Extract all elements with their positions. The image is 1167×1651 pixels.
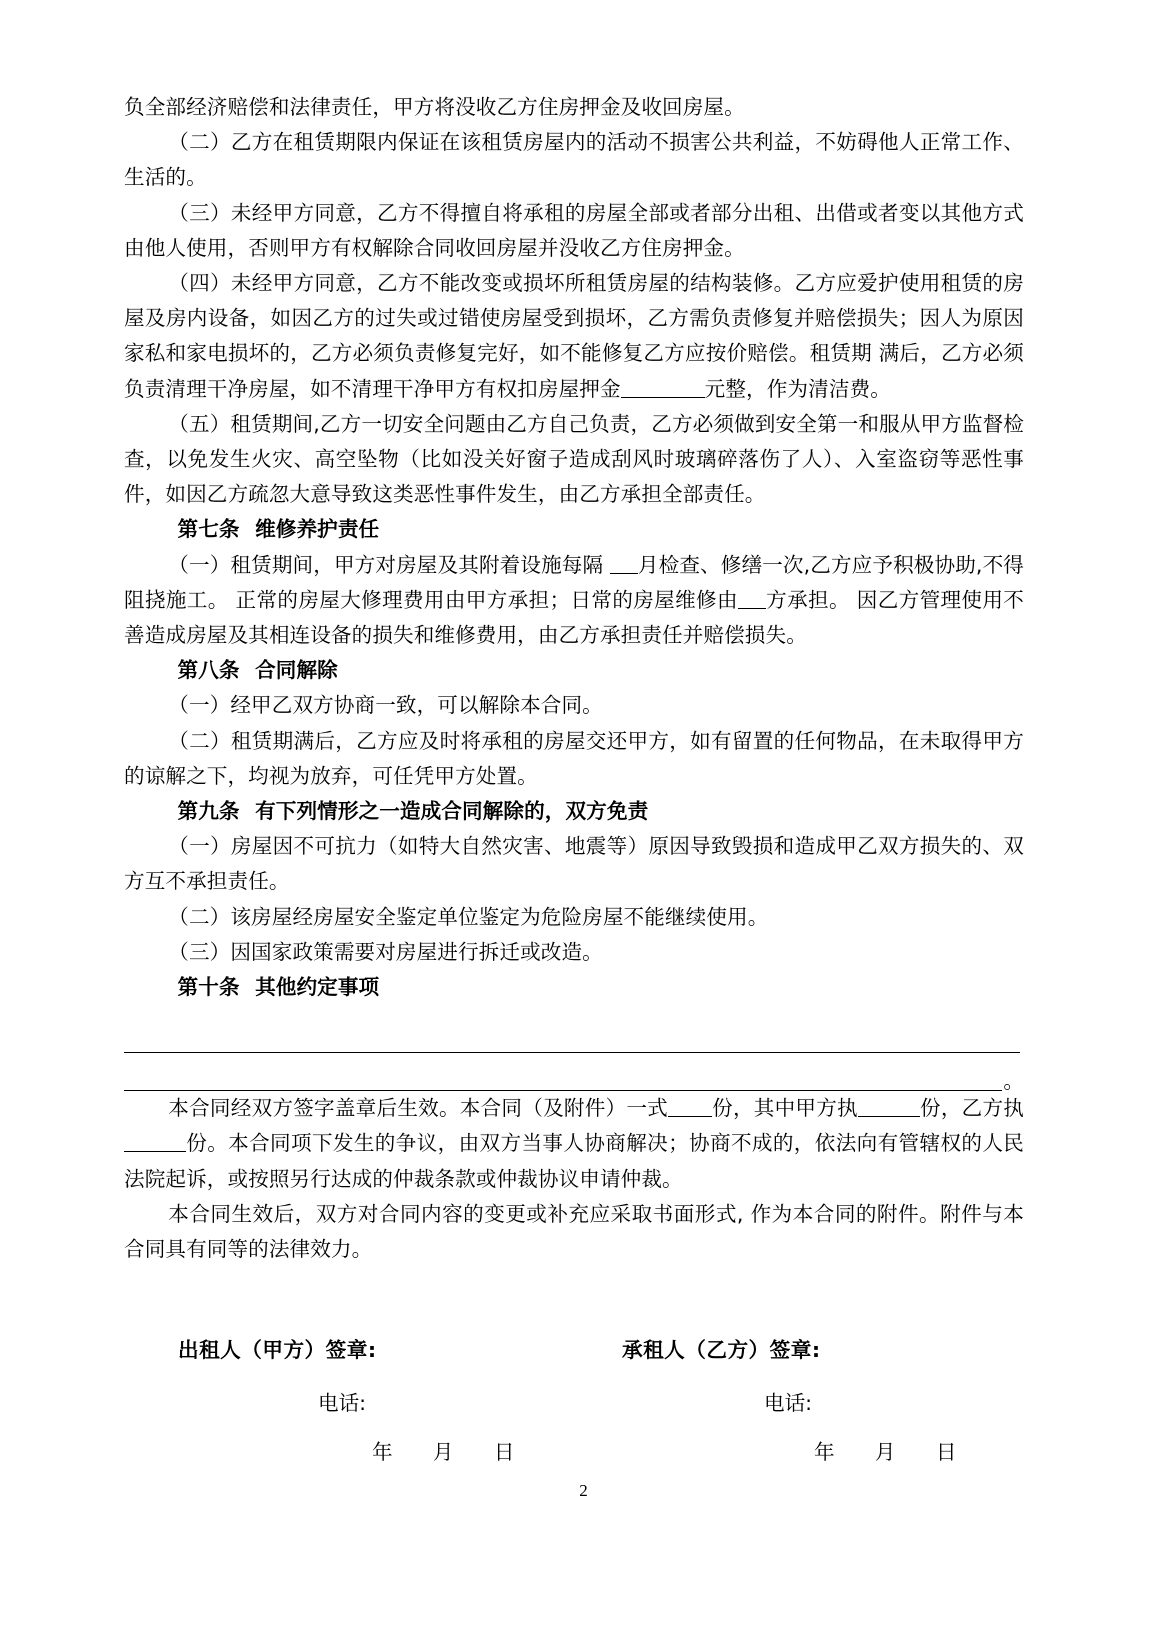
paragraph-continued-deposit: 负全部经济赔偿和法律责任，甲方将没收乙方住房押金及收回房屋。 <box>124 95 745 119</box>
lessor-date-day: 日 <box>493 1440 515 1465</box>
deposit-cleaning-fee-blank[interactable] <box>621 375 705 398</box>
total-copies-blank[interactable] <box>668 1095 712 1118</box>
document-body <box>124 90 1024 1470</box>
clause-4-text-after: 元整，作为清洁费。 <box>704 376 891 401</box>
paragraph-article-8-item-2: （二）租赁期满后，乙方应及时将承租的房屋交还甲方，如有留置的任何物品，在未取得甲方的谅解之下，均视为放弃，可任凭甲方处置。 <box>124 728 1024 788</box>
article-10-title: 其他约定事项 <box>255 975 380 1000</box>
lessee-date-column <box>574 1435 1024 1470</box>
paragraph-article-8-item-1: （一）经甲乙双方协商一致，可以解除本合同。 <box>168 693 603 718</box>
paragraph-closing-amendments: 本合同生效后，双方对合同内容的变更或补充应采取书面形式, 作为本合同的附件。附件与本合同具有同等的法律效力。 <box>124 1201 1024 1262</box>
article-8-title: 合同解除 <box>255 658 338 683</box>
paragraph-article-9-item-2: （二）该房屋经房屋安全鉴定单位鉴定为危险房屋不能继续使用。 <box>168 904 769 929</box>
other-terms-write-in-area[interactable] <box>124 1015 1024 1094</box>
paragraph-clause-3: （三）未经甲方同意，乙方不得擅自将承租的房屋全部或者部分出租、出借或者变以其他方式由他人使用，否则甲方有权解除合同收回房屋并没收乙方住房押金。 <box>124 200 1024 260</box>
article-7-number: 第七条 <box>177 517 240 542</box>
signature-block <box>124 1333 1024 1470</box>
lessor-signature-column <box>124 1333 574 1368</box>
lessee-signature-column <box>574 1333 1024 1368</box>
article-10-number: 第十条 <box>177 975 240 1000</box>
lessee-telephone-label: 电话: <box>764 1391 813 1416</box>
lessor-date-year: 年 <box>372 1440 393 1465</box>
article-8-heading <box>124 653 1024 688</box>
lessee-signature-label: 承租人（乙方）签章: <box>622 1338 821 1363</box>
article-9-title: 有下列情形之一造成合同解除的，双方免责 <box>255 799 649 824</box>
lessee-date-line <box>814 1440 957 1464</box>
page-number: 2 <box>579 1481 588 1500</box>
paragraph-article-9-item-3: （三）因国家政策需要对房屋进行拆迁或改造。 <box>168 939 603 964</box>
closing-part3: 份，乙方执 <box>919 1096 1024 1121</box>
lessor-date-column <box>124 1435 574 1470</box>
paragraph-clause-4 <box>124 266 1024 407</box>
lessor-copies-blank[interactable] <box>858 1095 920 1118</box>
lessee-date-month: 月 <box>874 1440 896 1465</box>
lessee-date-day: 日 <box>935 1440 957 1465</box>
clause-4-text-before: （四）未经甲方同意，乙方不能改变或损坏所租赁房屋的结构装修。乙方应爱护使用租赁的房屋及房内设备，如因乙方的过失或过错使房屋受到损坏，乙方需负责修复并赔偿损失；因人为原因家私和家电损坏的，乙方必须负责修复完好，如不能修复乙方应按价赔偿。租赁期 满后，乙方必须负责清理干净房屋，如不清理干净甲方有权扣房屋押金 <box>124 271 1024 401</box>
lessor-telephone-column <box>124 1386 574 1421</box>
article-9-number: 第九条 <box>177 799 240 824</box>
inspection-interval-months-blank[interactable] <box>610 551 638 574</box>
other-terms-blank-line-2[interactable] <box>124 1053 1002 1091</box>
paragraph-article-9-item-1: （一）房屋因不可抗力（如特大自然灾害、地震等）原因导致毁损和造成甲乙双方损失的、双方互不承担责任。 <box>124 834 1024 894</box>
article-7-title: 维修养护责任 <box>255 517 380 542</box>
lessor-telephone-label: 电话: <box>318 1391 367 1416</box>
closing-part2: 份，其中甲方执 <box>712 1096 858 1121</box>
daily-maintenance-party-blank[interactable] <box>738 586 766 609</box>
article-7-heading <box>124 512 1024 547</box>
article-8-number: 第八条 <box>177 658 240 683</box>
lessee-copies-blank[interactable] <box>124 1130 186 1153</box>
lessor-date-line <box>372 1440 515 1464</box>
signature-names-row <box>124 1333 1024 1368</box>
paragraph-clause-2: （二）乙方在租赁期限内保证在该租赁房屋内的活动不损害公共利益，不妨碍他人正常工作、生活的。 <box>124 130 1024 190</box>
lessee-telephone-column <box>574 1386 1024 1421</box>
article-7-item1-part3: 方承担。 因乙方管理使用不善造成房屋及其相连设备的损失和维修费用，由乙方承担责任并赔偿损失。 <box>124 587 1024 648</box>
lessor-signature-label: 出租人（甲方）签章: <box>178 1338 377 1363</box>
closing-part4: 份。本合同项下发生的争议，由双方当事人协商解决；协商不成的，依法向有管辖权的人民法院起诉，或按照另行达成的仲裁条款或仲裁协议申请仲裁。 <box>124 1131 1024 1191</box>
telephone-row <box>124 1386 1024 1421</box>
other-terms-blank-line-2-row <box>124 1053 1024 1094</box>
paragraph-article-7-item-1 <box>124 548 1024 654</box>
other-terms-end-punctuation: 。 <box>1003 1069 1024 1094</box>
article-9-heading <box>124 794 1024 829</box>
lessee-date-year: 年 <box>814 1440 835 1465</box>
other-terms-blank-line-1[interactable] <box>124 1015 1020 1053</box>
article-7-item1-part1: （一）租赁期间，甲方对房屋及其附着设施每隔 <box>168 552 610 577</box>
closing-part1: 本合同经双方签字盖章后生效。本合同（及附件）一式 <box>168 1096 668 1121</box>
date-row <box>124 1435 1024 1470</box>
article-10-heading <box>124 970 1024 1005</box>
lessor-date-month: 月 <box>432 1440 454 1465</box>
paragraph-clause-5: （五）租赁期间,乙方一切安全问题由乙方自己负责，乙方必须做到安全第一和服从甲方监督检查，以免发生火灾、高空坠物（比如没关好窗子造成刮风时玻璃碎落伤了人）、入室盗窃等恶性事件，如因乙方疏忽大意导致这类恶性事件发生，由乙方承担全部责任。 <box>124 411 1024 507</box>
paragraph-closing-copies <box>124 1091 1024 1197</box>
article-7-item1-part2: 月检查、修缮一次,乙方应予积极协助,不得阻挠施工。 正常的房屋大修理费用由甲方承担；日常的房屋维修由 <box>124 552 1024 612</box>
